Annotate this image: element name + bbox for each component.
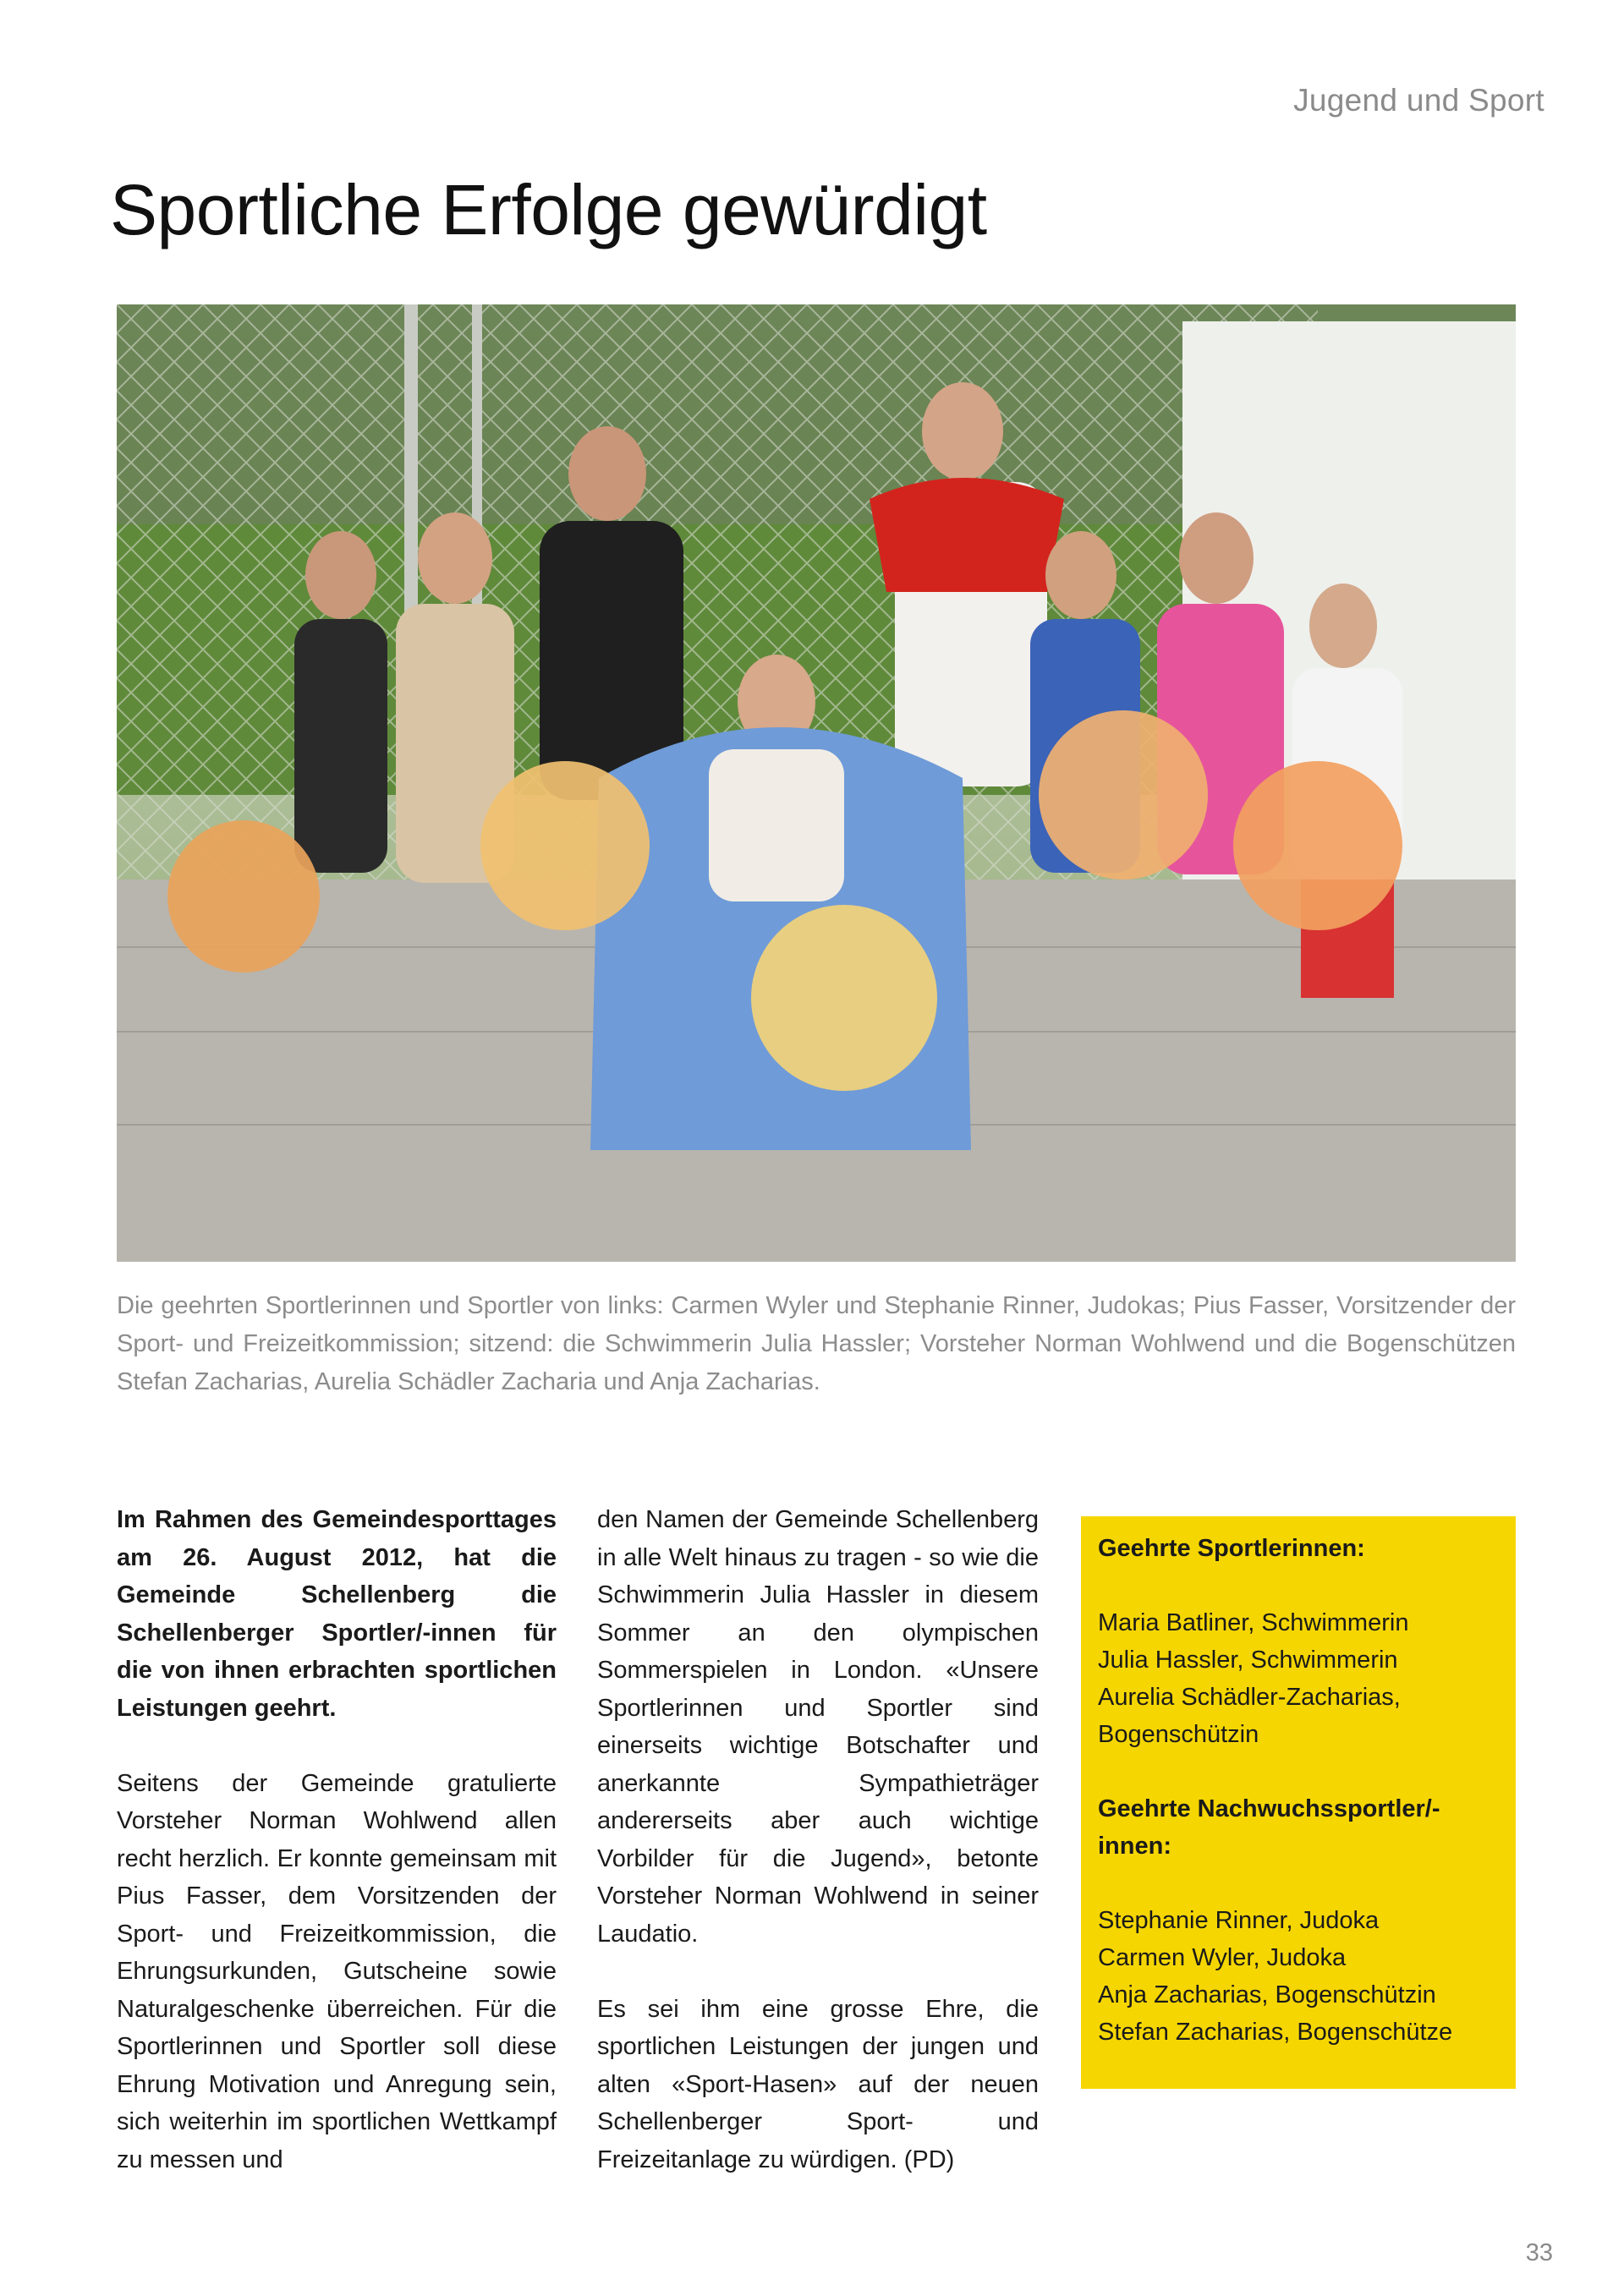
- list-item: Anja Zacharias, Bogenschützin: [1098, 1981, 1436, 2008]
- list-item: Julia Hassler, Schwimmerin: [1098, 1647, 1398, 1674]
- honorees-box: [1081, 1516, 1516, 2089]
- list-item: Stephanie Rinner, Judoka: [1098, 1907, 1380, 1934]
- list-item: Carmen Wyler, Judoka: [1098, 1944, 1347, 1971]
- article-lead: Im Rahmen des Gemeindesporttages am 26. August 2012, hat die Gemeinde Schellenberg die Schellenberger Sportler/-innen für die von ihnen erbrachten sportlichen Leistungen geehrt.: [117, 1506, 557, 1722]
- article-paragraph: Seitens der Gemeinde gratulierte Vorsteher Norman Wohlwend allen recht herzlich. Er konnte gemeinsam mit Pius Fasser, dem Vorsitzenden der Sport- und Freizeitkommission, die Ehrungsurkunden, Gutscheine sowie Naturalgeschenke überreichen. Für die Sportlerinnen und Sportler soll diese Ehrung Motivation und Anregung sein, sich weiterhin im sportlichen Wettkampf zu messen und: [117, 1769, 557, 2173]
- honorees-heading: Geehrte Sportlerinnen:: [1098, 1535, 1365, 1562]
- youth-honorees-list: [1098, 1902, 1504, 2051]
- list-item: Aurelia Schädler-Zacharias, Bogenschützin: [1098, 1684, 1401, 1748]
- group-photo: [117, 304, 1516, 1262]
- honorees-list: [1098, 1604, 1504, 1753]
- photo-caption: Die geehrten Sportlerinnen und Sportler von links: Carmen Wyler und Stephanie Rinner, Judokas; Pius Fasser, Vorsitzender der Sport- und Freizeitkommission; sitzend: die Schwimmerin Julia Hassler; Vorsteher Norman Wohlwend und die Bogenschützen Stefan Zacharias, Aurelia Schädler Zacharia und Anja Zacharias.: [117, 1292, 1516, 1395]
- article-paragraph: Es sei ihm eine grosse Ehre, die sportlichen Leistungen der jungen und alten «Sport-Hasen» auf der neuen Schellenberger Sport- und Freizeitanlage zu würdigen. (PD): [597, 1995, 1039, 2173]
- page-title: Sportliche Erfolge gewürdigt: [110, 170, 987, 249]
- article-paragraph: den Namen der Gemeinde Schellenberg in alle Welt hinaus zu tragen - so wie die Schwimmerin Julia Hassler in diesem Sommer an den olympischen Sommerspielen in London. «Unsere Sportlerinnen und Sportler sind einerseits wichtige Botschafter und anerkannte Sympathieträger andererseits aber auch wichtige Vorbilder für die Jugend», betonte Vorsteher Norman Wohlwend in seiner Laudatio.: [597, 1506, 1039, 1948]
- list-item: Maria Batliner, Schwimmerin: [1098, 1609, 1409, 1636]
- article-column-2: [597, 1501, 1039, 2178]
- article-column-1: [117, 1501, 557, 2178]
- section-label: Jugend und Sport: [1293, 83, 1544, 118]
- page-number: 33: [1525, 2239, 1553, 2266]
- youth-honorees-heading: Geehrte Nachwuchssportler/-innen:: [1098, 1795, 1440, 1860]
- list-item: Stefan Zacharias, Bogenschütze: [1098, 2019, 1453, 2046]
